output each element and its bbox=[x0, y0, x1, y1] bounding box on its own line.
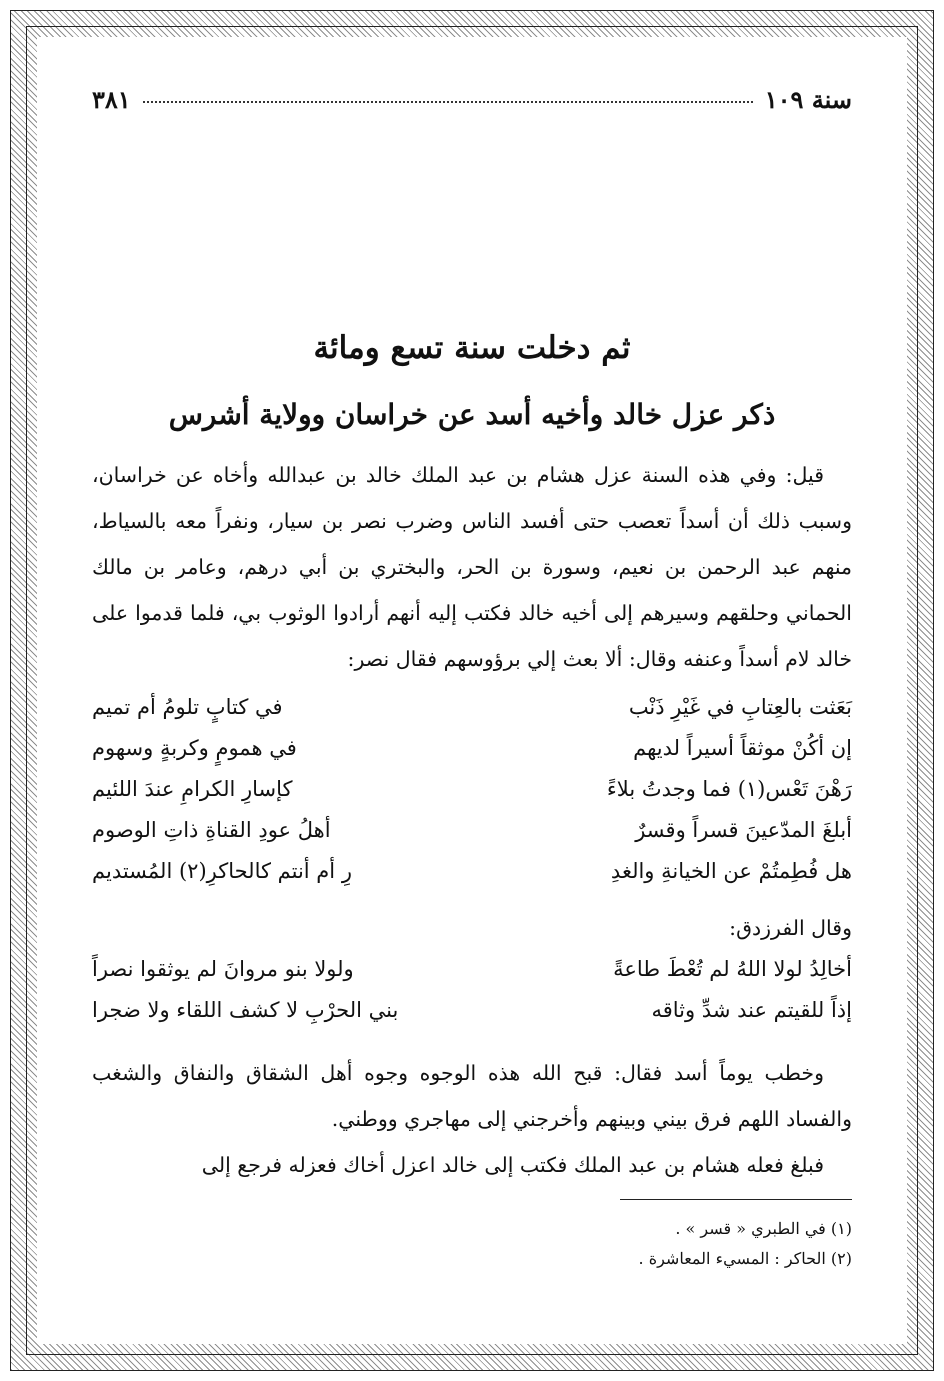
verse-second-hemistich: في همومٍ وكربةٍ وسهوم bbox=[92, 735, 297, 760]
intro-text: وقال الفرزدق: bbox=[729, 916, 852, 940]
verse-second-hemistich: في كتابٍ تلومُ أم تميم bbox=[92, 694, 283, 719]
verse-line bbox=[92, 989, 852, 1030]
verse-second-hemistich: كإسارِ الكرامِ عندَ اللئيم bbox=[92, 776, 293, 801]
section-heading: ذكر عزل خالد وأخيه أسد عن خراسان وولاية أشرس bbox=[168, 398, 776, 431]
footnote: (٢) الحاكر : المسيء المعاشرة . bbox=[638, 1249, 852, 1268]
paragraph-text: وخطب يوماً أسد فقال: قبح الله هذه الوجوه وجوه أهل الشقاق والنفاق والشغب والفساد اللهم فرق بيني وبينهم وأخرجني إلى مهاجري ووطني. bbox=[92, 1061, 852, 1131]
running-header bbox=[92, 84, 852, 114]
poem-nasr bbox=[92, 686, 852, 891]
verse-second-hemistich: ولولا بنو مروانَ لم يوثقوا نصراً bbox=[92, 956, 354, 981]
verse-line bbox=[92, 850, 852, 891]
verse-line bbox=[92, 768, 852, 809]
header-leader-dots bbox=[143, 101, 753, 103]
verse-first-hemistich: أخالِدُ لولا اللهُ لم تُعْطَ طاعةً bbox=[613, 956, 852, 981]
paragraph-2 bbox=[92, 1050, 852, 1142]
verse-first-hemistich: أبلغَ المدّعينَ قسراً وقسرٌ bbox=[635, 817, 852, 842]
paragraph-3 bbox=[92, 1142, 852, 1188]
main-heading: ثم دخلت سنة تسع ومائة bbox=[313, 330, 631, 366]
verse-line bbox=[92, 809, 852, 850]
poem-farazdaq bbox=[92, 948, 852, 1030]
verse-line bbox=[92, 686, 852, 727]
verse-second-hemistich: بني الحرْبِ لا كشف اللقاء ولا ضجرا bbox=[92, 997, 399, 1022]
chapter-title: سنة ١٠٩ bbox=[764, 84, 852, 114]
paragraph-text: فبلغ فعله هشام بن عبد الملك فكتب إلى خالد اعزل أخاك فعزله فرجع إلى bbox=[201, 1153, 824, 1177]
intro-farazdaq bbox=[92, 905, 852, 951]
verse-first-hemistich: بَعَثت بالعِتابِ في غَيْرِ ذَنْب bbox=[628, 694, 852, 719]
verse-line bbox=[92, 948, 852, 989]
verse-first-hemistich: إن أكُنْ موثقاً أسيراً لديهم bbox=[633, 735, 852, 760]
footnote-separator bbox=[620, 1199, 852, 1200]
verse-first-hemistich: إذاً للقيتم عند شدِّ وثاقه bbox=[651, 997, 852, 1022]
paragraph-1 bbox=[92, 452, 852, 682]
footnotes bbox=[92, 1214, 852, 1274]
page-number: ٣٨١ bbox=[92, 84, 131, 114]
verse-first-hemistich: هل فُطِمتُمْ عن الخيانةِ والغدِ bbox=[610, 858, 852, 883]
footnote: (١) في الطبري « قسر » . bbox=[675, 1219, 852, 1238]
verse-second-hemistich: أهلُ عودِ القناةِ ذاتِ الوصوم bbox=[92, 817, 331, 842]
paragraph-text: قيل: وفي هذه السنة عزل هشام بن عبد الملك خالد بن عبدالله وأخاه عن خراسان، وسبب ذلك أن أسداً تعصب حتى أفسد الناس وضرب نصر بن سيار، ونفراً معه بالسياط، منهم عبد الرحمن بن نعيم، وسورة بن الحر، والبختري بن أبي درهم، وعامر بن مالك الحماني وحلقهم وسيرهم إلى أخيه خالد فكتب إليه أنهم أرادوا الوثوب بي، فلما قدموا على خالد لام أسداً وعنفه وقال: ألا بعث إلي برؤوسهم فقال نصر: bbox=[92, 463, 852, 671]
verse-second-hemistich: رِ أم أنتم كالحاكرِ(٢) المُستديم bbox=[92, 858, 352, 883]
verse-first-hemistich: رَهْنَ تَعْس(١) فما وجدتُ بلاءً bbox=[606, 776, 852, 801]
verse-line bbox=[92, 727, 852, 768]
